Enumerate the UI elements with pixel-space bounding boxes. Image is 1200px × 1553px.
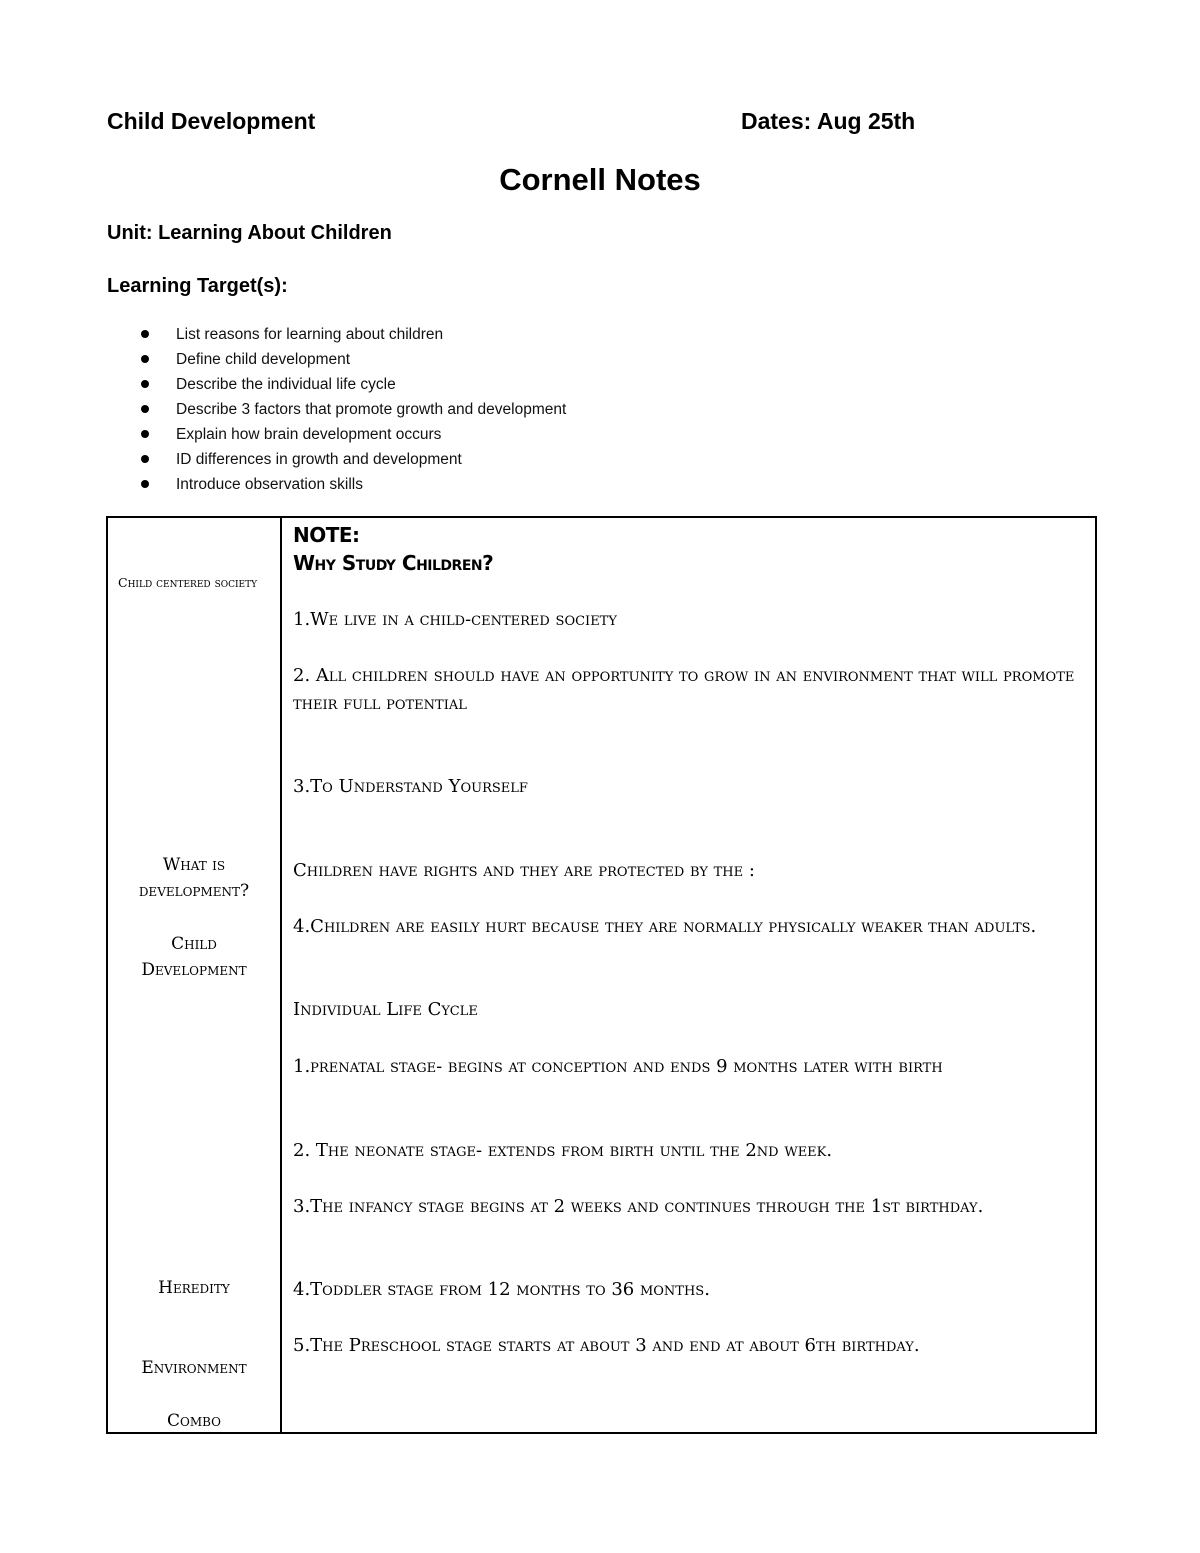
list-item bbox=[141, 472, 566, 497]
list-item-text: Describe 3 factors that promote growth and development bbox=[176, 401, 567, 418]
cue-heredity: Heredity bbox=[158, 1278, 230, 1298]
note-item: 3.The infancy stage begins at 2 weeks and continues through the 1st birthday. bbox=[293, 1196, 984, 1217]
list-item bbox=[141, 347, 566, 372]
list-item-text: List reasons for learning about children bbox=[176, 326, 444, 343]
learning-targets-list bbox=[141, 322, 566, 497]
list-item bbox=[141, 447, 566, 472]
list-item-text: Define child development bbox=[176, 351, 351, 368]
bullet-icon bbox=[141, 455, 149, 463]
note-label: NOTE: bbox=[293, 523, 360, 547]
note-subheading: Individual Life Cycle bbox=[293, 999, 478, 1020]
note-item: 1.We live in a child-centered society bbox=[293, 609, 617, 630]
list-item-text: Explain how brain development occurs bbox=[176, 426, 442, 443]
note-item: Children have rights and they are protected by the : bbox=[293, 860, 755, 881]
list-item-text: Describe the individual life cycle bbox=[176, 376, 396, 393]
bullet-icon bbox=[141, 330, 149, 338]
note-item: 3.To Understand Yourself bbox=[293, 776, 528, 797]
cue-combo: Combo bbox=[166, 1411, 221, 1431]
bullet-icon bbox=[141, 355, 149, 363]
cue-environment: Environment bbox=[141, 1358, 247, 1378]
bullet-icon bbox=[141, 405, 149, 413]
bullet-icon bbox=[141, 480, 149, 488]
column-divider bbox=[280, 518, 282, 1432]
note-item: 1.prenatal stage- begins at conception and ends 9 months later with birth bbox=[293, 1056, 943, 1077]
cue-child-development: Child Development bbox=[141, 934, 247, 980]
course-title: Child Development bbox=[107, 108, 316, 134]
list-item-text: ID differences in growth and development bbox=[176, 451, 462, 468]
learning-targets-label: Learning Target(s): bbox=[107, 275, 288, 297]
cue-what-is-development: What is development? bbox=[138, 855, 250, 901]
unit-label: Unit: Learning About Children bbox=[107, 222, 392, 244]
list-item bbox=[141, 397, 566, 422]
note-item: 2. All children should have an opportunity to grow in an environment that will promote their full potential bbox=[293, 665, 1075, 714]
list-item bbox=[141, 322, 566, 347]
bullet-icon bbox=[141, 380, 149, 388]
notes-heading: Why Study Children? bbox=[293, 551, 494, 575]
list-item-text: Introduce observation skills bbox=[176, 476, 363, 493]
note-item: 2. The neonate stage- extends from birth until the 2nd week. bbox=[293, 1140, 833, 1161]
list-item bbox=[141, 372, 566, 397]
cornell-notes-table bbox=[106, 516, 1097, 1434]
bullet-icon bbox=[141, 430, 149, 438]
cue-child-centered: Child centered society bbox=[118, 575, 258, 590]
list-item bbox=[141, 422, 566, 447]
note-item: 4.Children are easily hurt because they are normally physically weaker than adults. bbox=[293, 916, 1037, 937]
dates-label: Dates: Aug 25th bbox=[741, 108, 916, 134]
page-title: Cornell Notes bbox=[499, 162, 701, 197]
note-item: 5.The Preschool stage starts at about 3 and end at about 6th birthday. bbox=[293, 1335, 920, 1356]
note-item: 4.Toddler stage from 12 months to 36 months. bbox=[293, 1279, 710, 1300]
